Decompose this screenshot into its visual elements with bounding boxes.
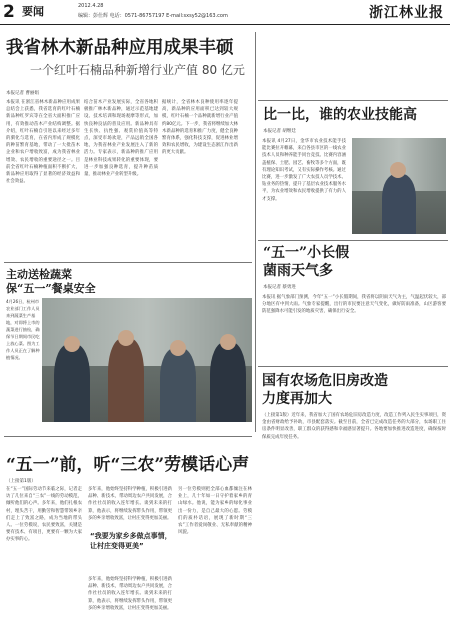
labor-byline: （上接第1版） xyxy=(6,479,36,484)
photo-caption: 4月26日，杭州市农业部门工作人员来到蔬菜生产基地，对即将上市的蔬菜进行抽检，确保节日期间市民吃上放心菜。图为工作人员正在了解种植情况。 xyxy=(6,299,40,360)
labor-headline: “五一”前，听“三农”劳模话心声 xyxy=(6,455,250,475)
masthead-logo: 浙江林业报 xyxy=(369,5,444,21)
lead-byline: 本报记者 曹丽娟 xyxy=(6,91,39,96)
police-photo xyxy=(352,138,446,234)
holiday-byline: 本报记者 蔡勇进 xyxy=(263,285,296,290)
holiday-body: 本报讯 据气象部门预测，今年“五一”小长假期间，我省将以阴雨天气为主，气温起伏较大，部分地区有中到大雨。气象专家提醒，出行的市民要注意天气变化，做好防雨准备，山区游客要防范强降水可能引发的地质灾害，确保出行安全。 xyxy=(262,295,446,315)
section-divider xyxy=(4,262,252,263)
lead-headline: 我省林木新品种应用成果丰硕 xyxy=(6,38,234,58)
farms-headline-line1: 国有农场危旧房改造 xyxy=(262,373,388,389)
section-divider xyxy=(258,100,448,101)
photo-story-kicker-2: 保“五一”餐桌安全 xyxy=(6,282,96,295)
labor-column-3: 另一位劳模则把全部心血都倾注在林业上，几十年如一日守护着家乡的青山绿水。他说，能为家乡的绿化事业出一份力，是自己最大的心愿。劳模们的质朴话语，展现了新时期“三农”工作者爱岗敬业、无私奉献的精神风貌。 xyxy=(178,487,252,536)
section-name: 要闻 xyxy=(22,5,44,18)
farms-body: （上接第1版）近年来，我省加大了国有农场危旧房改造力度，改造工作列入民生实事项目，资金由省财政给予补助，市县配套落实。截至目前，全省已完成改造任务的大部分，农场职工住房条件明显改善，职工群众的获得感和幸福感显著提升。各地要加快推进改造进度，确保按时保质完成年度任务。 xyxy=(262,413,446,440)
labor-pullquote: “我要为家乡多做点事情，让村庄变得更美” xyxy=(90,532,172,550)
section-divider xyxy=(258,366,448,367)
labor-column-1: 在“五一”国际劳动节来临之际，记者走访了几位来自“三农”一线的劳动模范，倾听他们的心声。多年来，他们扎根农村，埋头苦干，用勤劳和智慧带领乡亲们走上了致富之路，成为当地的带头人。一位劳模说，农民要致富，关键是要有技术、有项目，更要有一颗为大家办实事的心。 xyxy=(6,487,82,543)
lead-column-3: 据统计，全省林木良种使用率逐年提高，新品种的应用面积已达到较大规模，红叶石楠一个品种就新增行业产值约80亿元。下一步，我省将继续加大林木新品种的选育和推广力度，健全良种繁育体系，强化科技支撑，促进林业增效和农民增收，为建设生态浙江作出新的更大贡献。 xyxy=(162,100,238,156)
labor-column-2b: 多年来，他始终坚持科学种植，积极引进新品种、新技术，带动周边农户共同发展，合作社社员的收入连年增长。谈到未来的打算，他表示，将继续发挥带头作用，带领更多的乡亲增收致富，让村庄变得更加美丽。 xyxy=(88,577,172,611)
commentary-headline: 比一比，谁的农业技能高 xyxy=(263,107,417,123)
page-header xyxy=(0,0,450,25)
farms-headline-line2: 力度再加大 xyxy=(262,391,332,407)
issue-date: 2012.4.28 xyxy=(78,3,104,9)
section-divider xyxy=(258,240,448,241)
photo-story-kicker: 主动送检蔬菜 xyxy=(6,268,72,281)
holiday-headline-line1: “五一”小长假 xyxy=(263,245,350,261)
labor-column-2a: 多年来，他始终坚持科学种植，积极引进新品种、新技术，带动周边农户共同发展，合作社社员的收入连年增长。谈到未来的打算，他表示，将继续发挥带头作用，带领更多的乡亲增收致富，让村庄变得更加美丽。 xyxy=(88,487,172,521)
lead-column-1: 本报讯 在浙江省林木新品种应用成果总结会上获悉，我省选育的红叶石楠新品种红罗宾等在全省大面积推广应用，有效推动苗木产业结构调整。据介绍，红叶石楠自引进以来经过多年的驯化与选育，在省内形成了规模化的种苗繁育基地，带动了一大批苗木企业和农户增收致富，成为我省林业增效、农民增收的重要途径之一。目前全省红叶石楠种植面积不断扩大，新品种应用取得了显著的经济效益和社会效益。 xyxy=(6,100,80,185)
holiday-headline-line2: 菌雨天气多 xyxy=(263,263,333,279)
commentary-body: 本报讯 4月27日，金华市农业技术能手技能比赛拉开帷幕，来自各县市区的一线农业技术人员和种养能手同台竞技。比赛内容涵盖植保、土肥、园艺、畜牧等多个方面，既有理论知识考试，又有实际操作考核。通过比赛，进一步激发了广大农技人员学技术、钻业务的热情，提升了基层农业技术服务水平，为农业增效和农民增收提供了有力的人才支撑。 xyxy=(262,139,346,202)
lead-subhead: 一个红叶石楠品种新增行业产值 80 亿元 xyxy=(30,63,245,77)
lead-column-2: 结合苗木产业发展实际，全省各地积极推广林木新品种，通过示范基地建设、技术培训和现场观摩等形式，加快良种良法的普及应用。新品种具有生长快、抗性强、观赏价值高等特点，深受市场欢迎，产品远销全国各地，为我省林业产业发展注入了新的活力。专家表示，新品种的推广应用是林业科技成果转化的重要体现，要进一步加强良种选育，提升种苗质量，推动林业产业转型升级。 xyxy=(84,100,158,178)
vegetable-inspection-photo xyxy=(42,298,252,422)
section-divider xyxy=(4,436,252,437)
column-divider xyxy=(255,32,256,432)
editor-contact: 编辑：彭仕辉 电话：0571-86757197 E-mail:sxsy52@163.com xyxy=(78,13,228,19)
commentary-byline: 本报记者 胡继廷 xyxy=(263,129,296,134)
page-number: 2 xyxy=(3,2,15,22)
